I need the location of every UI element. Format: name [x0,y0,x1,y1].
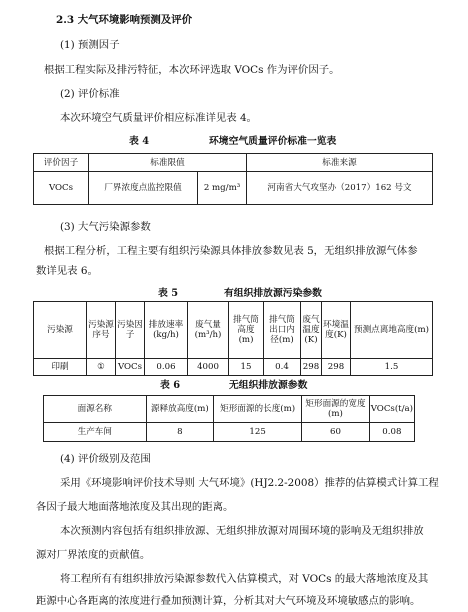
table4-header-factor: 评价因子 [34,154,89,172]
table5-cell-rate: 0.06 [145,359,188,376]
table5-header-gas-temp: 废气温度(K) [301,302,322,359]
table5-header-factor: 污染因子 [116,302,145,359]
table6-cell-height: 8 [146,423,213,442]
table6-cell-vocs: 0.08 [369,423,414,442]
paragraph-calc-line1: 将工程所有有组织排放污染源参数代入估算模式，对 VOCs 的最大落地浓度及其 [60,573,429,585]
table5-cell-seq: ① [87,359,116,376]
table4-header-limit: 标准限值 [89,154,247,172]
table5-cell-volume: 4000 [188,359,229,376]
table6-number: 表 6 [160,380,181,391]
paragraph-source-line1: 根据工程分析，工程主要有组织污染源具体排放参数见表 5，无组织排放源气体参 [44,245,418,257]
table4-cell-limit-type: 厂界浓度点监控限值 [89,172,198,205]
table6-header-name: 面源名称 [44,396,147,423]
table5-number: 表 5 [158,288,179,299]
table4-cell-source: 河南省大气攻坚办（2017）162 号文 [247,172,433,205]
subsection-predict-factor: (1) 预测因子 [60,39,120,51]
table5-cell-stack-height: 15 [229,359,264,376]
table5-cell-gas-temp: 298 [301,359,322,376]
subsection-standard: (2) 评价标准 [60,88,120,100]
table5-header-env-temp: 环境温度(K) [322,302,351,359]
table4 [33,153,433,205]
table6-header-length: 矩形面源的长度(m) [214,396,302,423]
paragraph-standard: 本次环境空气质量评价相应标准详见表 4。 [60,112,257,124]
table5 [33,301,433,376]
subsection-grade-scope: (4) 评价级别及范围 [60,453,151,465]
paragraph-source-line2: 数详见表 6。 [36,265,98,277]
table5-cell-stack-diameter: 0.4 [264,359,301,376]
table6-title: 无组织排放源参数 [229,380,308,391]
table4-cell-factor: VOCs [34,172,89,205]
table6-cell-length: 125 [214,423,302,442]
table5-header-source: 污染源 [34,302,87,359]
table5-header-seq: 污染源序号 [87,302,116,359]
paragraph-factor: 根据工程实际及排污特征，本次环评选取 VOCs 作为评价因子。 [44,64,340,76]
table5-cell-env-temp: 298 [322,359,351,376]
table4-number: 表 4 [129,136,150,147]
table5-header-rate: 排放速率(kg/h) [145,302,188,359]
table6-cell-width: 60 [302,423,370,442]
table4-header-source: 标准来源 [247,154,433,172]
table5-cell-receptor-height: 1.5 [351,359,433,376]
paragraph-content-line2: 源对厂界浓度的贡献值。 [36,549,151,561]
table4-cell-limit-value: 2 mg/m³ [198,172,247,205]
table6 [43,395,415,442]
table6-header-width: 矩形面源的宽度 (m) [302,396,370,423]
paragraph-calc-line2: 距源中心各距离的浓度进行叠加预测计算，分析其对大气环境及环境敏感点的影响。 [36,595,421,607]
table5-title: 有组织排放源污染参数 [224,288,322,299]
paragraph-method-line1: 采用《环境影响评价技术导则 大气环境》(HJ2.2-2008）推荐的估算模式计算工程 [60,477,439,489]
table6-header-vocs: VOCs(t/a) [369,396,414,423]
table5-header-stack-diameter: 排气筒出口内径(m) [264,302,301,359]
section-heading: 2.3 大气环境影响预测及评价 [56,14,192,26]
paragraph-method-line2: 各因子最大地面落地浓度及其出现的距离。 [36,501,234,513]
table5-header-stack-height: 排气筒高度(m) [229,302,264,359]
table4-title: 环境空气质量评价标准一览表 [209,136,337,147]
paragraph-content-line1: 本次预测内容包括有组织排放源、无组织排放源对周围环境的影响及无组织排放 [60,525,424,537]
table5-cell-source: 印刷 [34,359,87,376]
table5-cell-factor: VOCs [116,359,145,376]
table6-header-height: 源释放高度(m) [146,396,213,423]
table5-header-volume: 废气量(m³/h) [188,302,229,359]
subsection-pollution-source: (3) 大气污染源参数 [60,221,151,233]
table6-cell-name: 生产车间 [44,423,147,442]
table5-header-receptor-height: 预测点离地高度(m) [351,302,433,359]
